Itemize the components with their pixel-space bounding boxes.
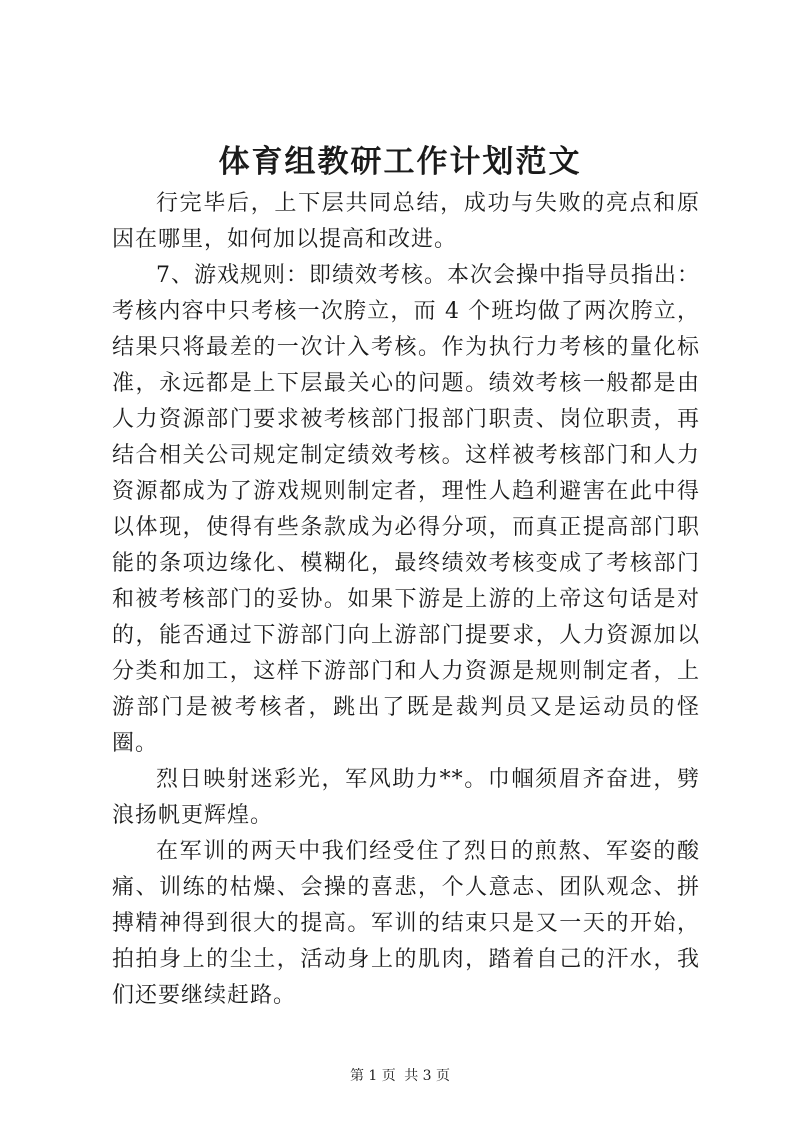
page-total: 共 3 页 — [404, 1068, 451, 1084]
page-number: 第 1 页 — [349, 1068, 396, 1084]
document-body — [112, 186, 700, 1014]
paragraph-2: 7、游戏规则：即绩效考核。本次会操中指导员指出：考核内容中只考核一次胯立，而 4 个班均做了两次胯立，结果只将最差的一次计入考核。作为执行力考核的量化标准，永远都是上下层最关心的问题。绩效考核一般都是由人力资源部门要求被考核部门报部门职责、岗位职责，再结合相关公司规定制定绩效考核。这样被考核部门和人力资源都成为了游戏规则制定者，理性人趋利避害在此中得以体现，使得有些条款成为必得分项，而真正提高部门职能的条项边缘化、模糊化，最终绩效考核变成了考核部门和被考核部门的妥协。如果下游是上游的上帝这句话是对的，能否通过下游部门向上游部门提要求，人力资源加以分类和加工，这样下游部门和人力资源是规则制定者，上游部门是被考核者，跳出了既是裁判员又是运动员的怪圈。 — [112, 263, 700, 756]
page-footer — [0, 1066, 800, 1086]
paragraph-3: 烈日映射迷彩光，军风助力**。巾帼须眉齐奋进，劈浪扬帆更辉煌。 — [112, 767, 700, 828]
paragraph-4: 在军训的两天中我们经受住了烈日的煎熬、军姿的酸痛、训练的枯燥、会操的喜悲，个人意志、团队观念、拼搏精神得到很大的提高。军训的结束只是又一天的开始，拍拍身上的尘土，活动身上的肌肉，踏着自己的汗水，我们还要继续赶路。 — [112, 839, 700, 1008]
paragraph-1: 行完毕后，上下层共同总结，成功与失败的亮点和原因在哪里，如何加以提高和改进。 — [112, 191, 700, 252]
page-title: 体育组教研工作计划范文 — [218, 144, 582, 180]
